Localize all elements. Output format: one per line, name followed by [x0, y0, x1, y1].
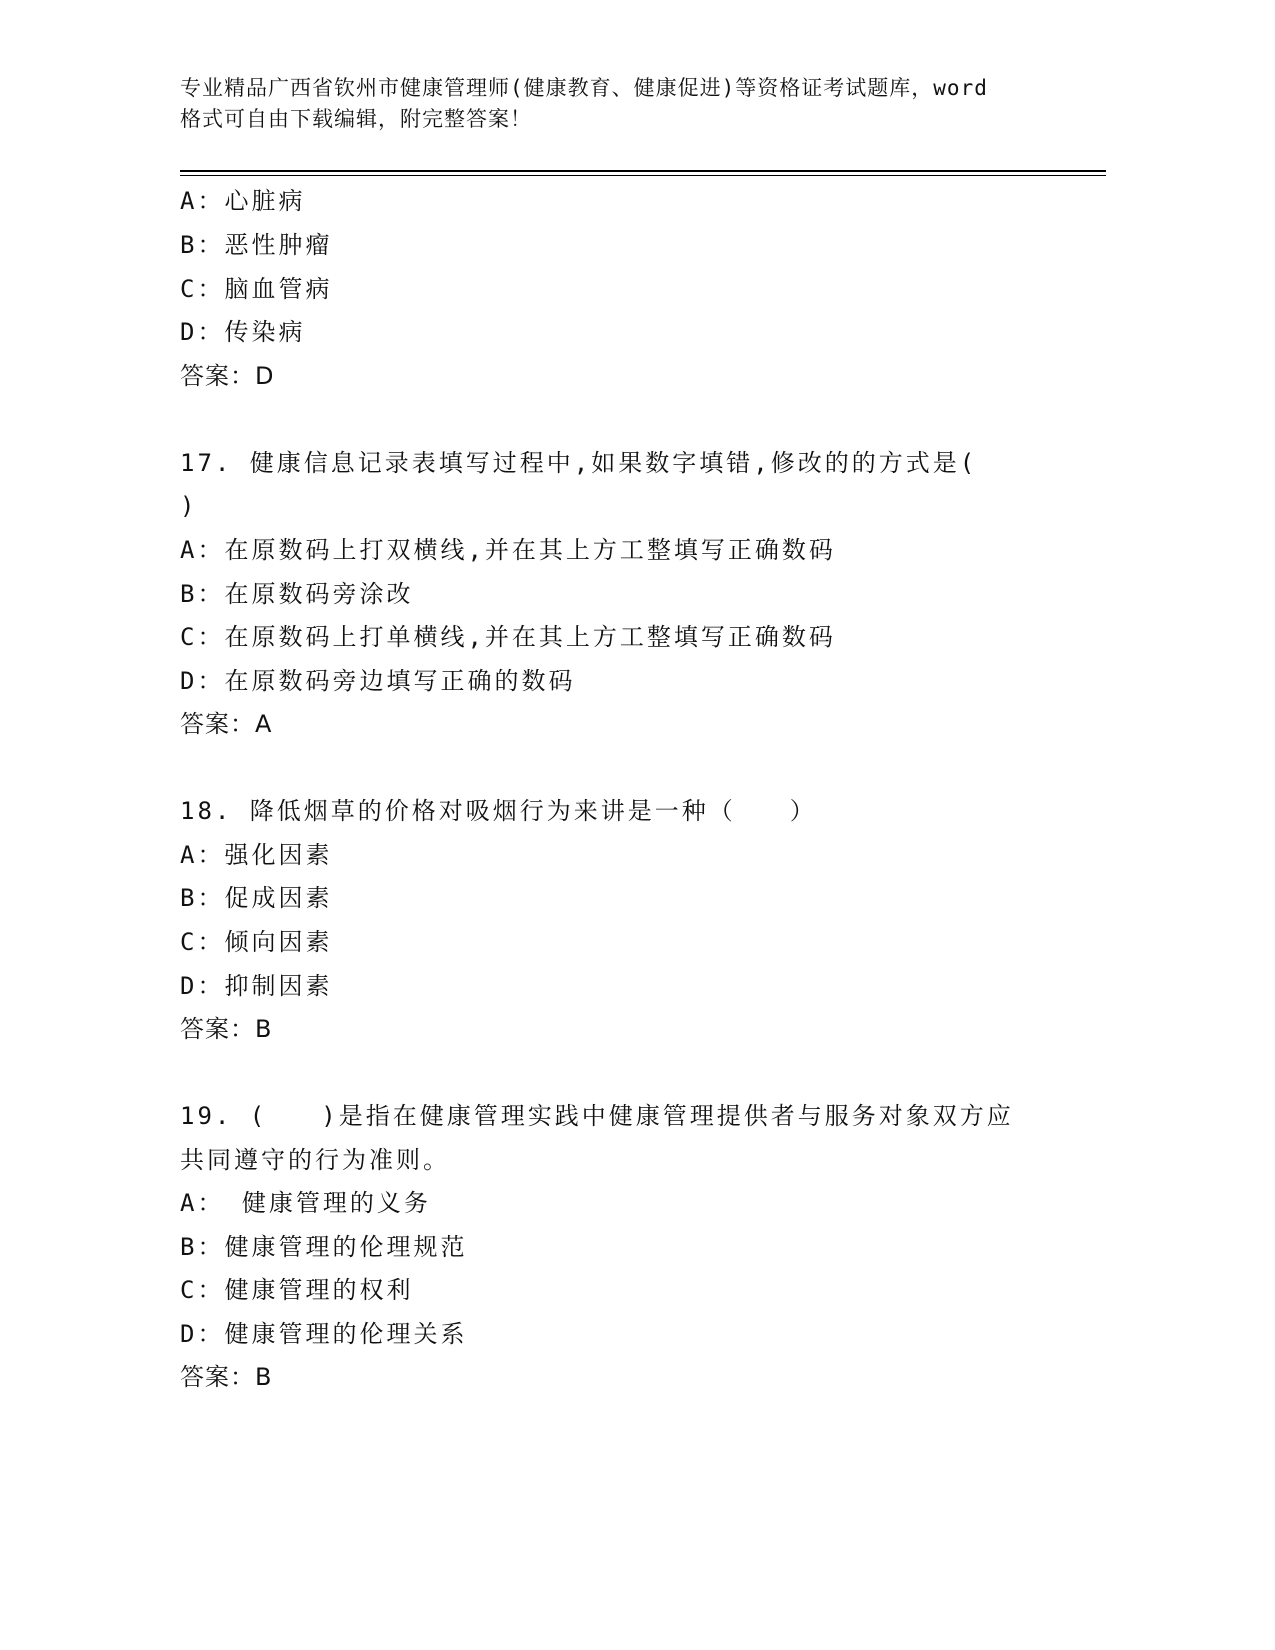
q18-option-a: A：强化因素	[180, 841, 333, 869]
q16-option-a: A：心脏病	[180, 187, 306, 215]
q19-option-c: C：健康管理的权利	[180, 1276, 414, 1304]
q18-option-c: C：倾向因素	[180, 928, 333, 956]
q17-option-d: D：在原数码旁边填写正确的数码	[180, 667, 576, 695]
q16-option-d: D：传染病	[180, 318, 306, 346]
q17-option-a: A：在原数码上打双横线,并在其上方工整填写正确数码	[180, 536, 836, 564]
q18-question: 18. 降低烟草的价格对吸烟行为来讲是一种（ ）	[180, 797, 817, 825]
q17-question-line-1: 17. 健康信息记录表填写过程中,如果数字填错,修改的的方式是(	[180, 449, 978, 477]
q18-answer: 答案：B	[180, 1015, 273, 1043]
q16-option-c: C：脑血管病	[180, 275, 333, 303]
q19-answer: 答案：B	[180, 1363, 273, 1391]
header-line-2: 格式可自由下载编辑，附完整答案！	[180, 107, 532, 131]
divider-top	[180, 170, 1106, 172]
q19-question-line-2: 共同遵守的行为准则。	[180, 1146, 450, 1174]
q18-option-b: B：促成因素	[180, 884, 333, 912]
q19-option-d: D：健康管理的伦理关系	[180, 1320, 468, 1348]
q19-option-a: A： 健康管理的义务	[180, 1189, 431, 1217]
header-line-1: 专业精品广西省钦州市健康管理师(健康教育、健康促进)等资格证考试题库，word	[180, 76, 988, 100]
q19-question-line-1: 19. ( )是指在健康管理实践中健康管理提供者与服务对象双方应	[180, 1102, 1014, 1130]
q19-option-b: B：健康管理的伦理规范	[180, 1233, 468, 1261]
q16-answer: 答案：D	[180, 362, 275, 390]
q17-option-b: B：在原数码旁涂改	[180, 580, 414, 608]
q17-option-c: C：在原数码上打单横线,并在其上方工整填写正确数码	[180, 623, 836, 651]
q16-option-b: B：恶性肿瘤	[180, 231, 333, 259]
q17-answer: 答案：A	[180, 710, 273, 738]
divider-bottom	[180, 175, 1106, 176]
q17-question-line-2: )	[180, 492, 198, 520]
q18-option-d: D：抑制因素	[180, 972, 333, 1000]
